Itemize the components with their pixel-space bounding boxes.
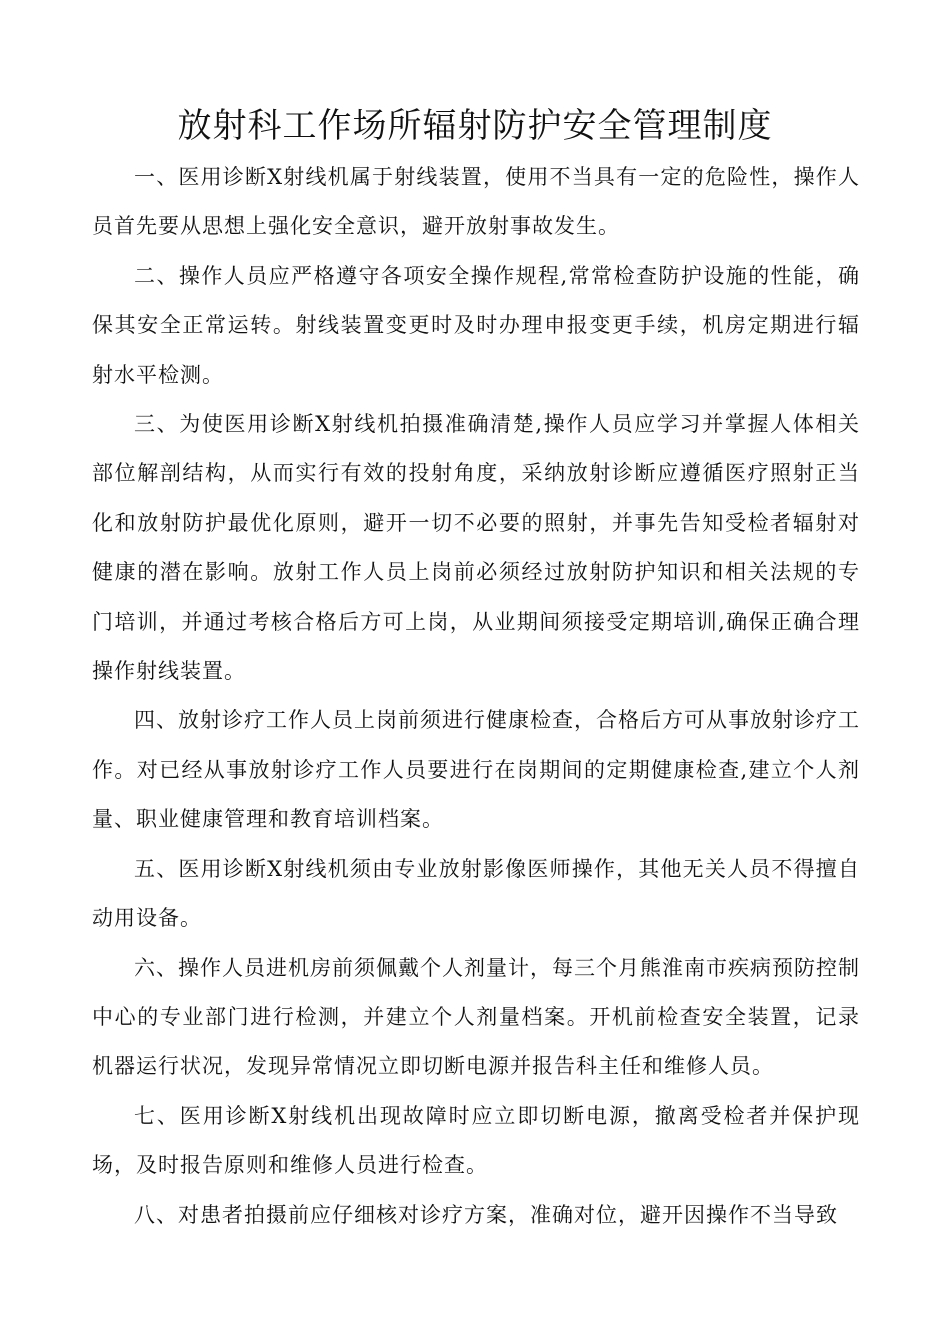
paragraph-6: 六、操作人员进机房前须佩戴个人剂量计，每三个月熊淮南市疾病预防控制中心的专业部门进行检测，并建立个人剂量档案。开机前检查安全装置，记录机器运行状况，发现异常情况立即切断电源并报告科主任和维修人员。	[92, 955, 860, 1079]
paragraph-4: 四、放射诊疗工作人员上岗前须进行健康检查，合格后方可从事放射诊疗工作。对已经从事放射诊疗工作人员要进行在岗期间的定期健康检查,建立个人剂量、职业健康管理和教育培训档案。	[92, 708, 860, 832]
paragraph-2: 二、操作人员应严格遵守各项安全操作规程,常常检查防护设施的性能，确保其安全正常运转。射线装置变更时及时办理申报变更手续，机房定期进行辐射水平检测。	[92, 263, 860, 387]
paragraph-3: 三、为使医用诊断X射线机拍摄准确清楚,操作人员应学习并掌握人体相关部位解剖结构，从而实行有效的投射角度，采纳放射诊断应遵循医疗照射正当化和放射防护最优化原则，避开一切不必要的照射，并事先告知受检者辐射对健康的潜在影响。放射工作人员上岗前必须经过放射防护知识和相关法规的专门培训，并通过考核合格后方可上岗，从业期间须接受定期培训,确保正确合理操作射线装置。	[92, 412, 860, 684]
paragraph-8: 八、对患者拍摄前应仔细核对诊疗方案，准确对位，避开因操作不当导致	[134, 1202, 838, 1227]
paragraph-7: 七、医用诊断X射线机出现故障时应立即切断电源，撤离受检者并保护现场，及时报告原则和维修人员进行检查。	[92, 1103, 860, 1178]
document-body	[92, 153, 860, 1240]
document-title: 放射科工作场所辐射防护安全管理制度	[177, 106, 773, 146]
paragraph-5: 五、医用诊断X射线机须由专业放射影像医师操作，其他无关人员不得擅自动用设备。	[92, 856, 860, 931]
paragraph-1: 一、医用诊断X射线机属于射线装置，使用不当具有一定的危险性，操作人员首先要从思想上强化安全意识，避开放射事故发生。	[92, 165, 860, 239]
